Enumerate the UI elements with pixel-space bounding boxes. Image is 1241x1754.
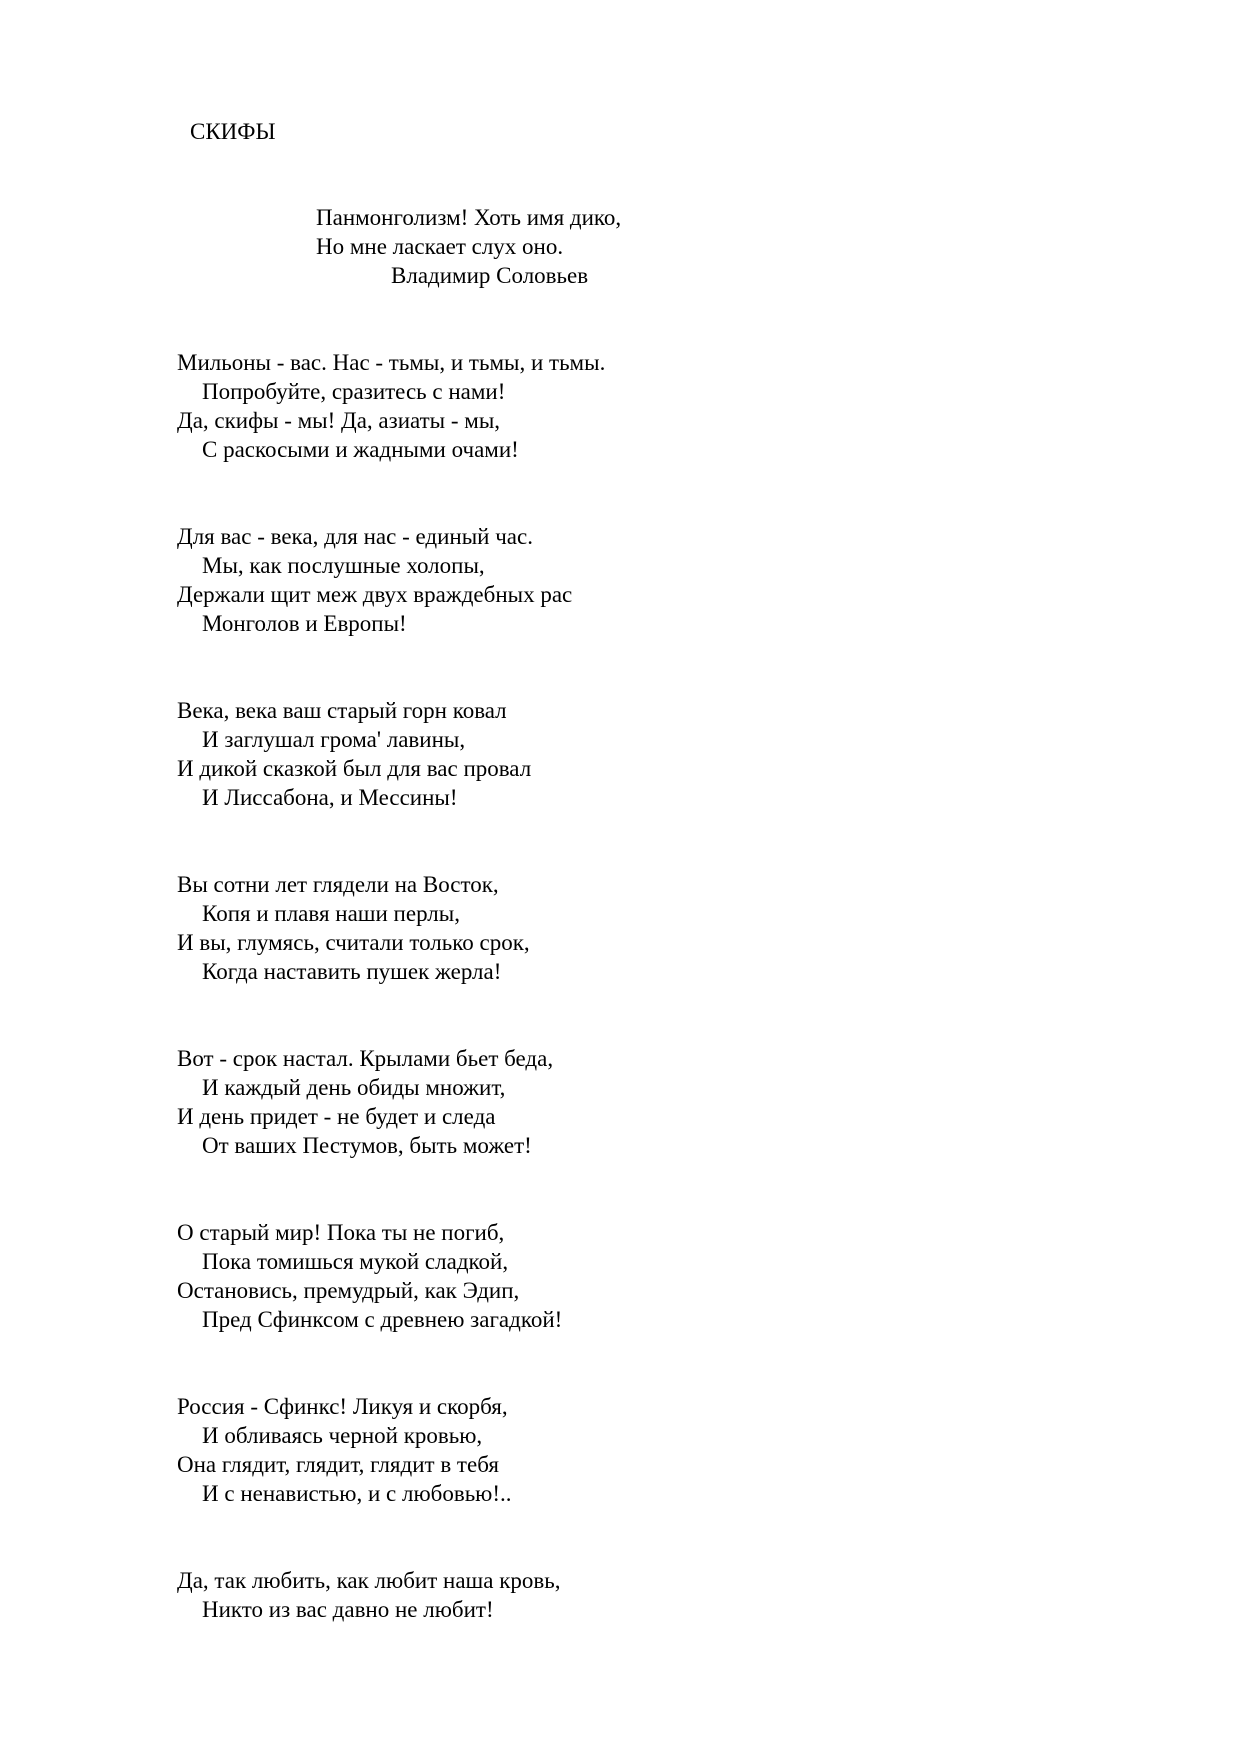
verse-line: И каждый день обиды множит, (202, 1075, 506, 1100)
epigraph-author: Владимир Соловьев (391, 263, 589, 288)
verse-line: Попробуйте, сразитесь с нами! (202, 379, 506, 404)
verse-line: Для вас - века, для нас - единый час. (177, 524, 533, 549)
verse-line: И заглушал грома' лавины, (202, 727, 466, 752)
verse-line: Россия - Сфинкс! Ликуя и скорбя, (177, 1394, 508, 1419)
stanza (177, 696, 605, 870)
poem-title: СКИФЫ (190, 119, 276, 144)
stanza (177, 1566, 605, 1740)
stanza (177, 522, 605, 696)
verse-line: И вы, глумясь, считали только срок, (177, 930, 530, 955)
verse-line: Копя и плавя наши перлы, (202, 901, 460, 926)
verse-line: И обливаясь черной кровью, (202, 1423, 483, 1448)
verse-line: Вот - срок настал. Крылами бьет беда, (177, 1046, 554, 1071)
stanza (177, 1218, 605, 1392)
verse-line: Мильоны - вас. Нас - тьмы, и тьмы, и тьмы. (177, 350, 606, 375)
verse-line: Монголов и Европы! (202, 611, 407, 636)
verse-line: Остановись, премудрый, как Эдип, (177, 1278, 520, 1303)
epigraph-line: Но мне ласкает слух оно. (316, 234, 564, 259)
verse-line: Держали щит меж двух враждебных рас (177, 582, 573, 607)
stanza (177, 1044, 605, 1218)
verse-line: И с ненавистью, и с любовью!.. (202, 1481, 512, 1506)
verse-line: От ваших Пестумов, быть может! (202, 1133, 532, 1158)
verse-line: Вы сотни лет глядели на Восток, (177, 872, 499, 897)
verse-line: Когда наставить пушек жерла! (202, 959, 502, 984)
verse-line: Мы, как послушные холопы, (202, 553, 485, 578)
stanza (177, 870, 605, 1044)
poem-body (177, 348, 605, 1740)
verse-line: Да, скифы - мы! Да, азиаты - мы, (177, 408, 501, 433)
epigraph-line: Панмонголизм! Хоть имя дико, (316, 205, 622, 230)
verse-line: Она глядит, глядит, глядит в тебя (177, 1452, 499, 1477)
verse-line: Пред Сфинксом с древнею загадкой! (202, 1307, 563, 1332)
verse-line: И Лиссабона, и Мессины! (202, 785, 458, 810)
verse-line: Века, века ваш старый горн ковал (177, 698, 507, 723)
verse-line: Да, так любить, как любит наша кровь, (177, 1568, 561, 1593)
epigraph (316, 203, 621, 290)
verse-line: И дикой сказкой был для вас провал (177, 756, 532, 781)
verse-line: И день придет - не будет и следа (177, 1104, 496, 1129)
verse-line: О старый мир! Пока ты не погиб, (177, 1220, 505, 1245)
stanza (177, 348, 605, 522)
verse-line: Пока томишься мукой сладкой, (202, 1249, 509, 1274)
stanza (177, 1392, 605, 1566)
verse-line: С раскосыми и жадными очами! (202, 437, 519, 462)
verse-line: Никто из вас давно не любит! (202, 1597, 494, 1622)
